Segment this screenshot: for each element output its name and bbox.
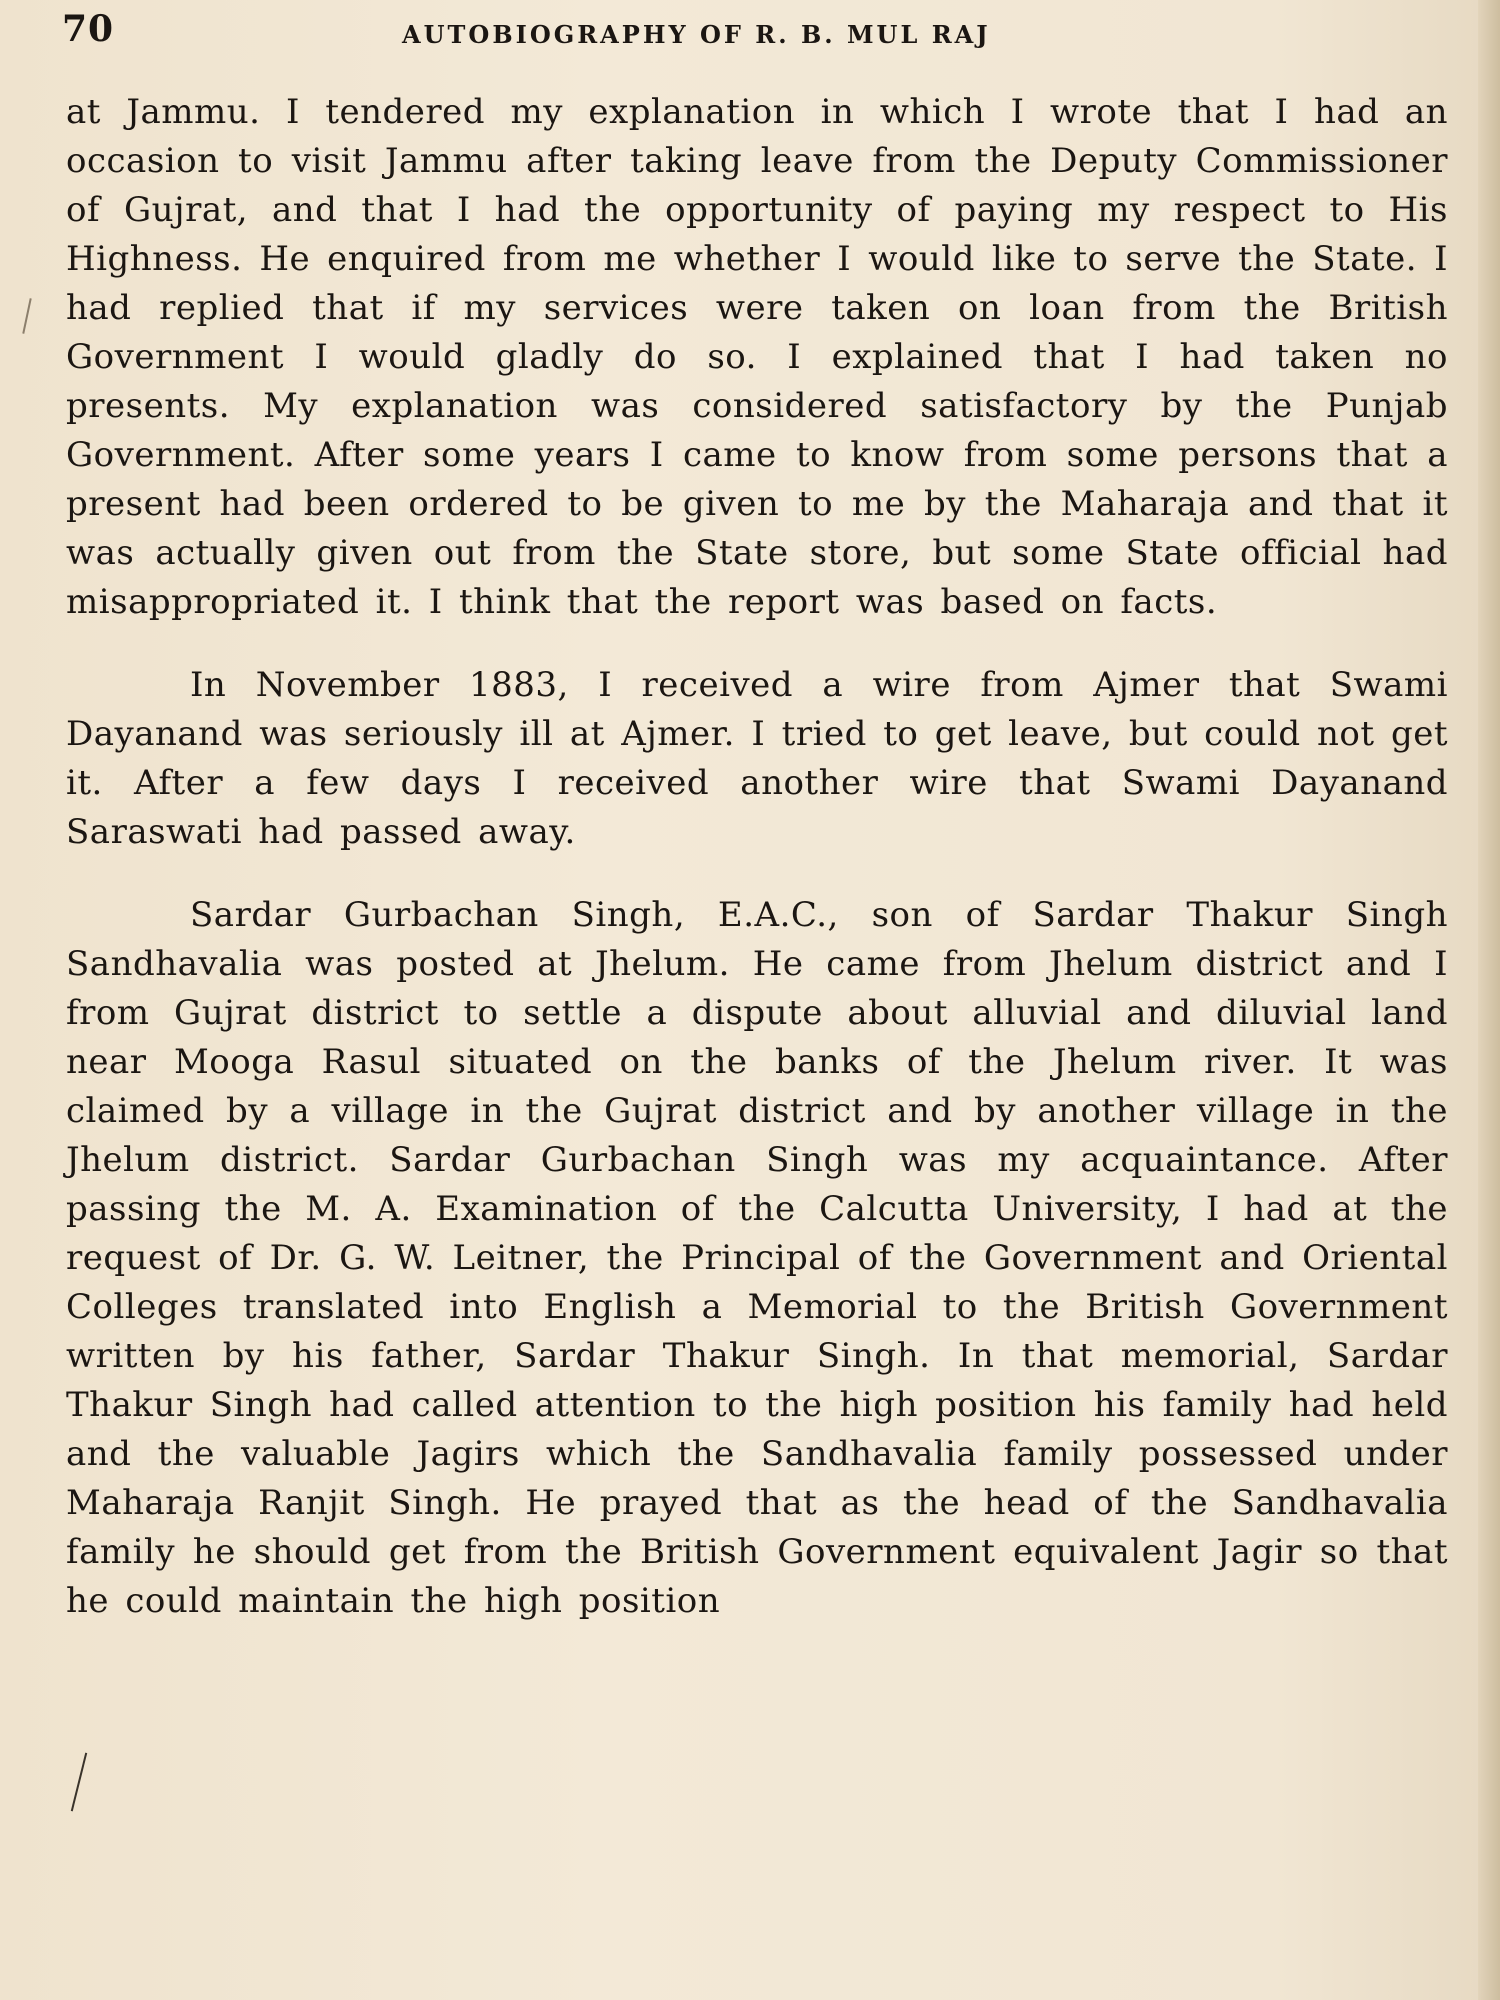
- page-edge-shadow: [1478, 0, 1500, 2000]
- page-header: [62, 8, 1122, 64]
- page-number: 70: [62, 8, 115, 50]
- paragraph-continued: at Jammu. I tendered my explanation in which I wrote that I had an occasion to visit Jammu after taking leave from the Deputy Commissioner of Gujrat, and that I had the opportunity of paying my respect to His Highness. He enquired from me whether I would like to serve the State. I had replied that if my services were taken on loan from the British Government I would gladly do so. I explained that I had taken no presents. My explanation was considered satisfactory by the Punjab Government. After some years I came to know from some persons that a present had been ordered to be given to me by the Maharaja and that it was actually given out from the State store, but some State official had misappropriated it. I think that the report was based on facts.: [66, 92, 1448, 622]
- paragraph-gurbachan-singh: Sardar Gurbachan Singh, E.A.C., son of Sardar Thakur Singh Sandhavalia was posted at Jhelum. He came from Jhelum district and I from Gujrat district to settle a dispute about alluvial and diluvial land near Mooga Rasul situated on the banks of the Jhelum river. It was claimed by a village in the Gujrat district and by another village in the Jhelum district. Sardar Gurbachan Singh was my acquaintance. After passing the M. A. Examination of the Calcutta University, I had at the request of Dr. G. W. Leitner, the Principal of the Government and Oriental Colleges translated into English a Memorial to the British Government written by his father, Sardar Thakur Singh. In that memorial, Sardar Thakur Singh had called attention to the high position his family had held and the valuable Jagirs which the Sandhavalia family possessed under Maharaja Ranjit Singh. He prayed that as the head of the Sandhavalia family he should get from the British Government equivalent Jagir so that he could maintain the high position: [66, 895, 1448, 1621]
- margin-pencil-mark: [71, 1753, 87, 1812]
- running-title: AUTOBIOGRAPHY OF R. B. MUL RAJ: [402, 20, 991, 49]
- paragraph-swami-dayanand: In November 1883, I received a wire from Ajmer that Swami Dayanand was seriously ill at Ajmer. I tried to get leave, but could not get it. After a few days I received another wire that Swami Dayanand Saraswati had passed away.: [66, 665, 1448, 852]
- body-text: [66, 88, 1448, 1626]
- margin-pencil-mark: [22, 298, 31, 334]
